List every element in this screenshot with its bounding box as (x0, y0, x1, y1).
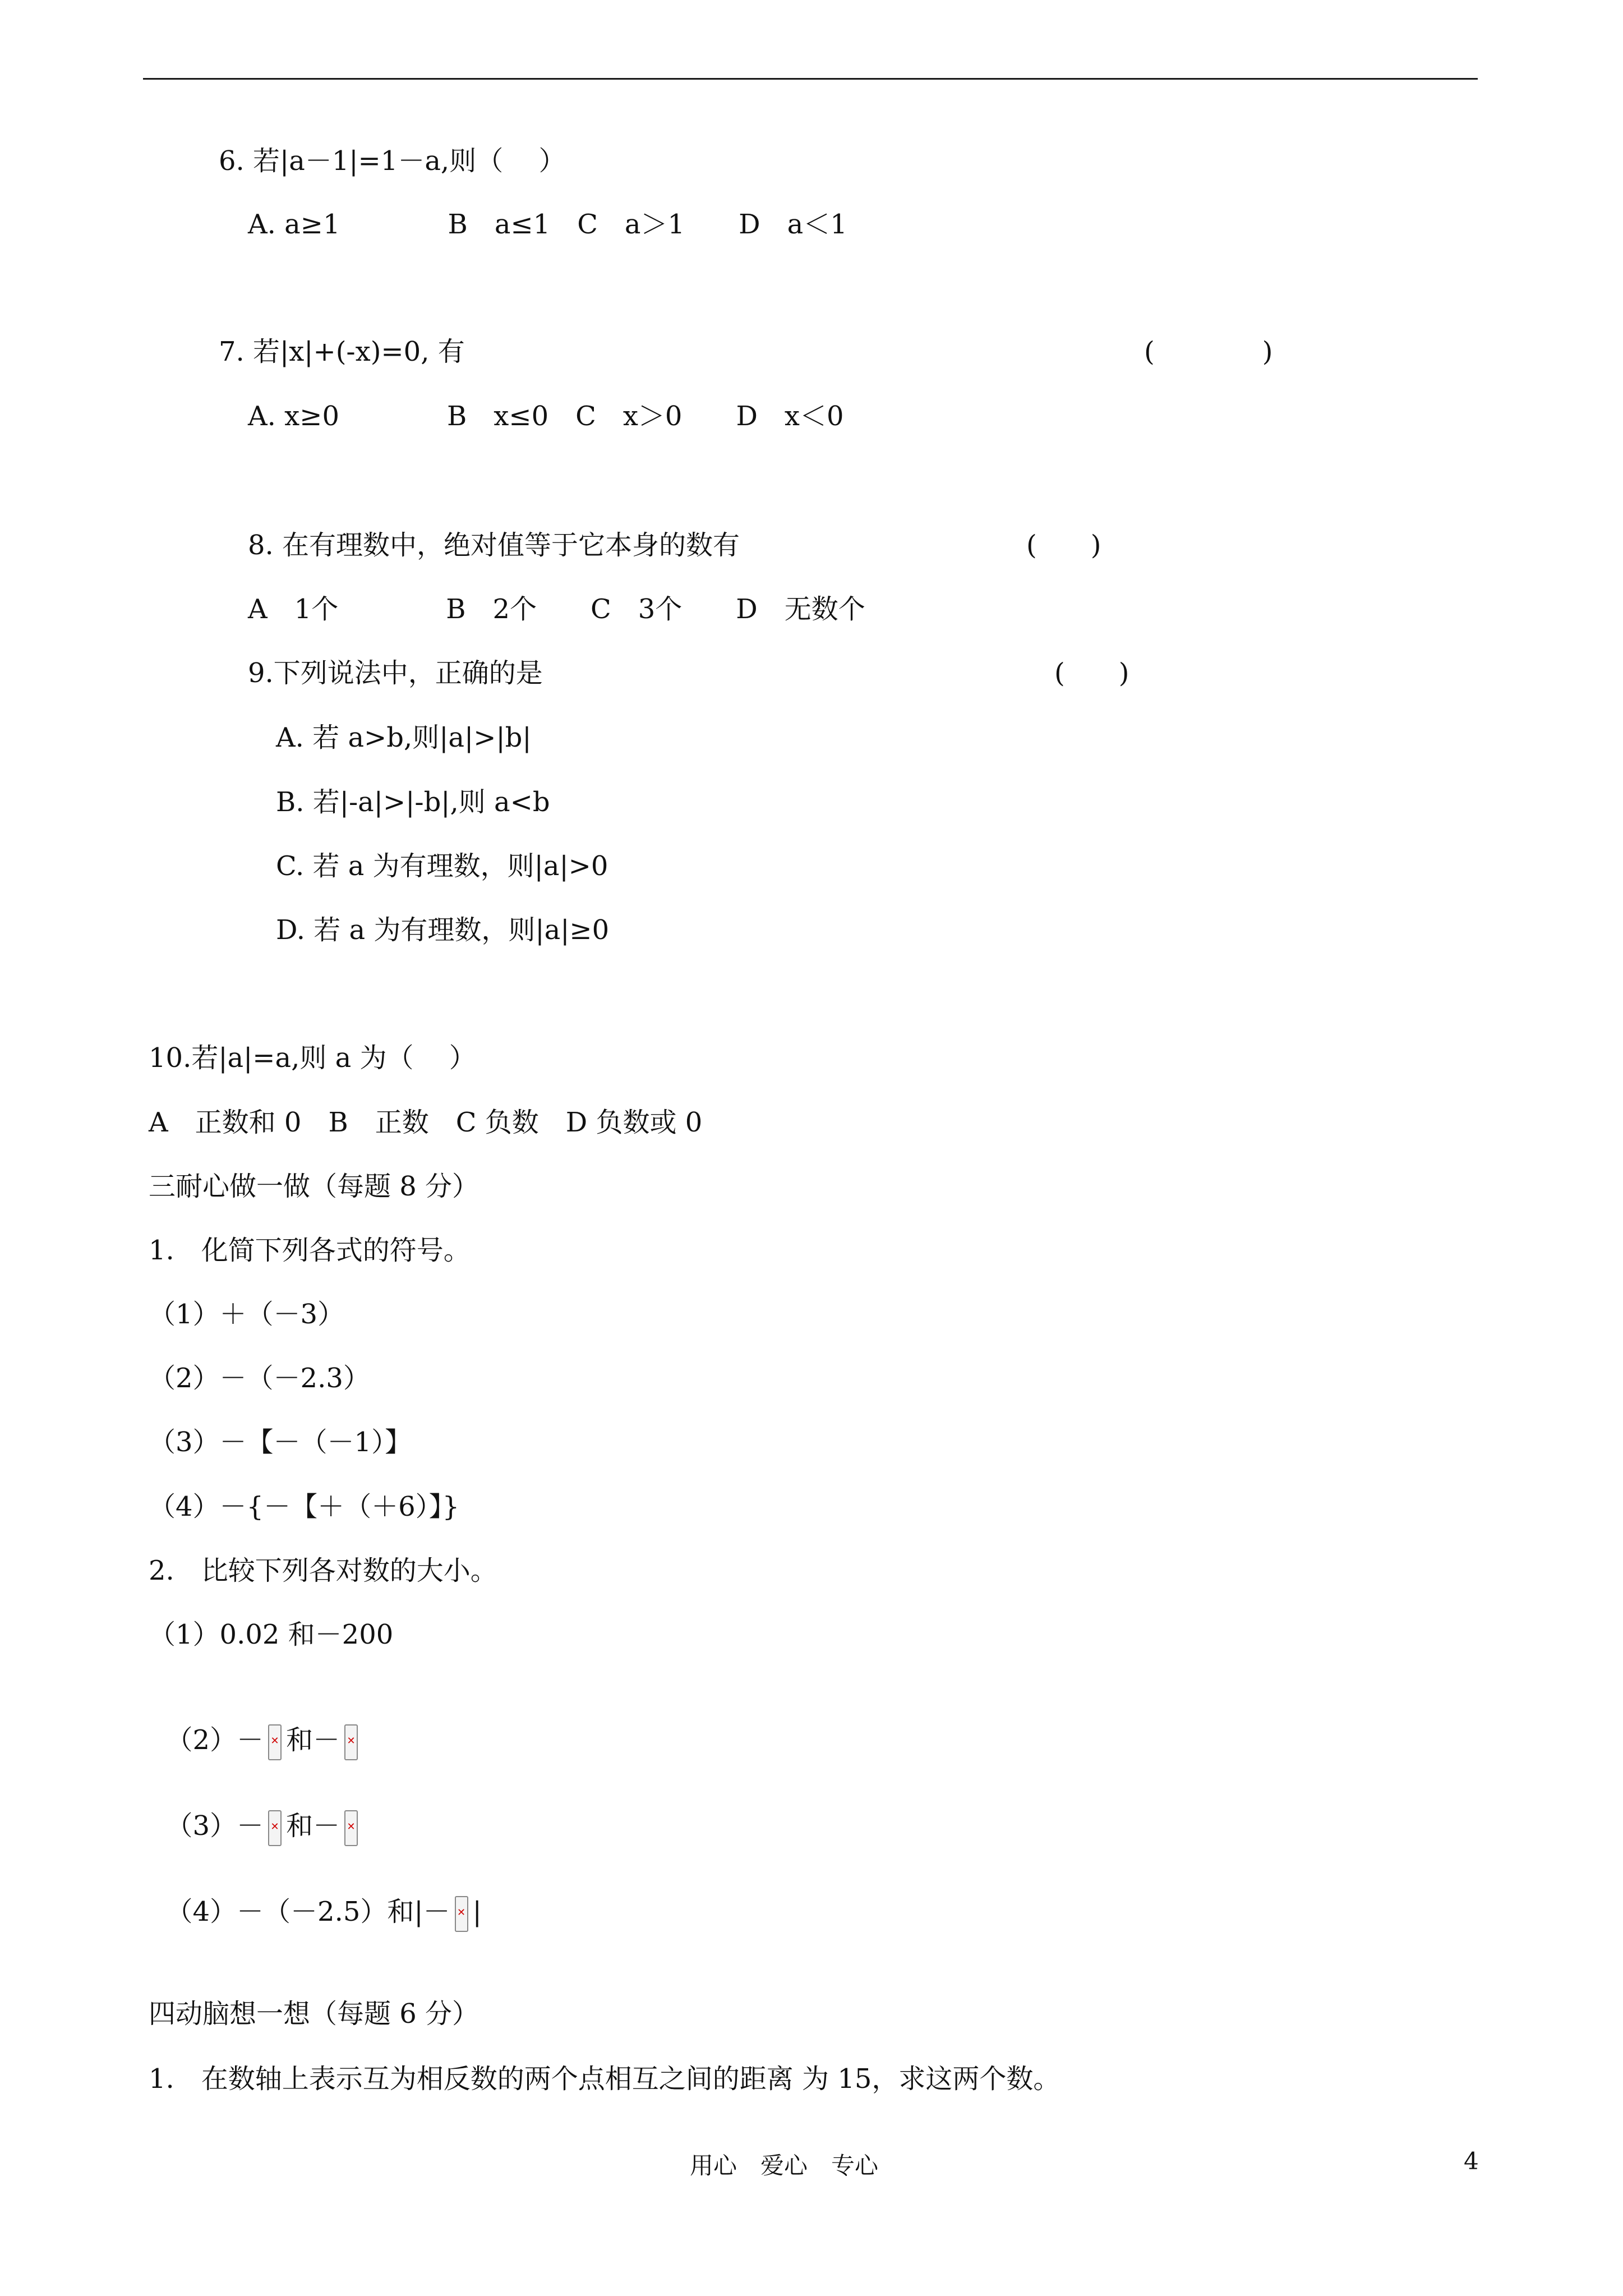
item-connector: 和－ (286, 1724, 340, 1756)
footer-motto: 用心 爱心 专心 (690, 2152, 879, 2179)
section3-problem2-item: （1）0.02 和－200 (149, 1619, 394, 1650)
item-prefix: （3）－ (165, 1810, 264, 1842)
section4-problem1: 1. 在数轴上表示互为相反数的两个点相互之间的距离 为 15，求这两个数。 (149, 2063, 1061, 2095)
q8-answer-paren: ( ) (1026, 530, 1101, 561)
broken-image-icon (455, 1896, 468, 1932)
section3-problem1-item: （2）－（－2.3） (149, 1363, 370, 1394)
q9-option-c: C. 若 a 为有理数，则|a|>0 (276, 850, 608, 882)
q7-stem: 7. 若|x|+(-x)=0, 有 (219, 336, 465, 367)
item-connector: 和－ (286, 1810, 340, 1842)
section3-problem1-item: （4）－{－【＋（＋6）】} (149, 1491, 460, 1522)
section3-problem1-title: 1. 化简下列各式的符号。 (149, 1235, 471, 1266)
q9-stem: 9.下列说法中，正确的是 (248, 657, 543, 689)
item-prefix: （4）－（－2.5）和|－ (165, 1896, 450, 1927)
q7-answer-paren: ( ) (1144, 336, 1273, 367)
q10-stem: 10.若|a|=a,则 a 为（ ） (149, 1042, 476, 1074)
broken-image-icon (268, 1810, 282, 1846)
q6-options: A. a≥1 B a≤1 C a＞1 D a＜1 (248, 209, 847, 240)
header-rule (143, 78, 1478, 80)
broken-image-icon (344, 1810, 358, 1846)
q6-stem: 6. 若|a－1|=1－a,则（ ） (219, 145, 566, 177)
section3-problem1-item: （1）＋（－3） (149, 1299, 345, 1330)
q8-options: A 1个 B 2个 C 3个 D 无数个 (248, 593, 865, 625)
item-prefix: （2）－ (165, 1724, 264, 1756)
section3-problem2-title: 2. 比较下列各对数的大小。 (149, 1555, 497, 1586)
q10-options: A 正数和 0 B 正数 C 负数 D 负数或 0 (149, 1107, 703, 1138)
section3-problem2-item (149, 1861, 482, 1932)
q9-option-d: D. 若 a 为有理数，则|a|≥0 (276, 914, 610, 946)
item-suffix: | (472, 1896, 482, 1927)
q8-stem: 8. 在有理数中，绝对值等于它本身的数有 (248, 530, 740, 561)
page-number: 4 (1464, 2147, 1479, 2175)
section3-problem2-item (149, 1775, 362, 1846)
q7-options: A. x≥0 B x≤0 C x＞0 D x＜0 (248, 401, 844, 432)
section3-heading: 三耐心做一做（每题 8 分） (149, 1171, 479, 1202)
broken-image-icon (268, 1724, 282, 1760)
section3-problem2-item (149, 1690, 362, 1760)
section4-heading: 四动脑想一想（每题 6 分） (149, 1998, 479, 2030)
q9-answer-paren: ( ) (1054, 657, 1129, 689)
q9-option-b: B. 若|-a|>|-b|,则 a<b (276, 786, 550, 818)
q9-option-a: A. 若 a>b,则|a|>|b| (276, 722, 532, 753)
section3-problem1-item: （3）－【－（－1）】 (149, 1427, 412, 1458)
broken-image-icon (344, 1724, 358, 1760)
